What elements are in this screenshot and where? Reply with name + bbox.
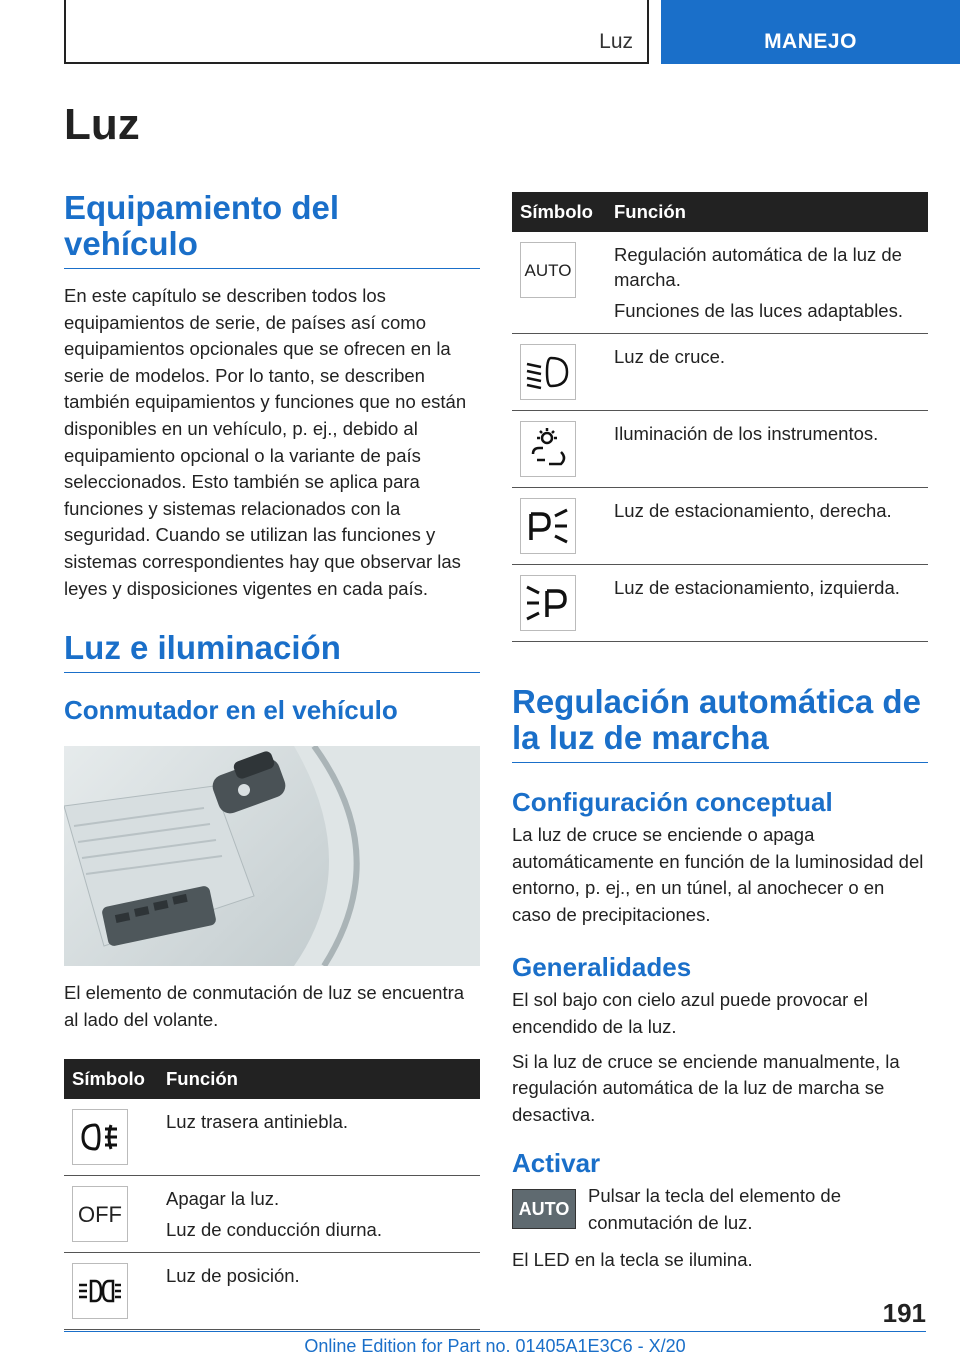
header-chapter-tab: [661, 0, 960, 64]
auto-symbol-text: AUTO: [524, 260, 572, 280]
table-header-function: Función: [606, 192, 928, 232]
heading-conmutador: Conmutador en el vehículo: [64, 695, 398, 726]
off-icon: [72, 1186, 128, 1242]
symbol-table-right: [512, 192, 928, 642]
auto-button-icon: AUTO: [512, 1189, 576, 1229]
steering-switch-photo: [64, 746, 480, 966]
footer-divider: [64, 1331, 926, 1332]
low-beam-icon: [520, 344, 576, 400]
header-section-tab: [64, 0, 649, 64]
function-line: Regulación automática de la luz de marcha.: [614, 244, 902, 290]
function-line: Funciones de las luces adaptables.: [614, 300, 903, 321]
table-header-function: Función: [158, 1059, 480, 1099]
table-header-symbol: Símbolo: [512, 192, 606, 232]
table-row: [512, 411, 928, 488]
paragraph-generalidades-1: El sol bajo con cielo azul puede provocar el encendido de la luz.: [512, 989, 868, 1037]
table-row: [64, 1099, 480, 1176]
function-cell: Luz de estacionamiento, izquierda.: [606, 565, 928, 642]
heading-configuracion: Configuración conceptual: [512, 787, 833, 817]
paragraph-activar: Pulsar la tecla del elemento de conmutación de luz.: [588, 1185, 841, 1233]
function-cell: Luz de estacionamiento, derecha.: [606, 488, 928, 565]
function-cell: Luz de posición.: [158, 1253, 480, 1330]
heading-equipamiento: Equipamiento del vehículo: [64, 190, 480, 269]
heading-activar: Activar: [512, 1148, 601, 1179]
heading-regulacion: Regulación automática de la luz de marcha: [512, 684, 928, 763]
function-line: Luz de conducción diurna.: [166, 1219, 382, 1241]
rear-fog-light-icon: [72, 1109, 128, 1165]
heading-luz-iluminacion: Luz e iluminación: [64, 630, 480, 673]
paragraph-generalidades-2: Si la luz de cruce se enciende manualmente, la regulación automática de la luz de marcha se desactiva.: [512, 1050, 900, 1125]
right-column: [512, 192, 928, 1281]
table-header-symbol: Símbolo: [64, 1059, 158, 1099]
table-row: [512, 565, 928, 642]
position-light-icon: [72, 1263, 128, 1319]
left-column: [64, 190, 480, 1330]
function-cell: Luz de cruce.: [606, 334, 928, 411]
paragraph-led: El LED en la tecla se ilumina.: [512, 1248, 753, 1270]
function-line: Apagar la luz.: [166, 1188, 280, 1210]
parking-light-right-icon: [520, 498, 576, 554]
off-symbol-text: OFF: [78, 1201, 122, 1227]
header-chapter-label: MANEJO: [764, 30, 857, 53]
symbol-table-left: [64, 1059, 480, 1330]
page-number: 191: [882, 1298, 926, 1328]
header-section-label: Luz: [599, 30, 633, 53]
heading-generalidades: Generalidades: [512, 952, 692, 983]
table-row: [512, 232, 928, 334]
parking-light-left-icon: [520, 575, 576, 631]
table-row: [64, 1253, 480, 1330]
function-cell: Luz trasera antiniebla.: [158, 1099, 480, 1176]
function-cell: Iluminación de los instrumentos.: [606, 411, 928, 488]
page-title: Luz: [64, 100, 140, 149]
paragraph-equipamiento: En este capítulo se describen todos los equipamientos de serie, de países así como equipamientos opcionales que se ofrecen en la serie de modelos. Por lo tanto, se describen también equipamientos y funciones que no están disponibles en un vehículo, p. ej., debido al equipamiento opcional o la variante de país seleccionados. Esto también se aplica para funciones y sistemas relacionados con la seguridad. Cuando se utilizan las funciones y sistemas correspondientes hay que observar las leyes y disposiciones vigentes en cada país.: [64, 285, 467, 599]
instrument-lighting-icon: [520, 421, 576, 477]
table-row: [512, 488, 928, 565]
auto-icon: [520, 242, 576, 298]
paragraph-configuracion: La luz de cruce se enciende o apaga automáticamente en función de la luminosidad del entorno, p. ej., en un túnel, al anochecer o en caso de precipitaciones.: [512, 824, 924, 925]
table-row: [512, 334, 928, 411]
paragraph-conmutador: El elemento de conmutación de luz se encuentra al lado del volante.: [64, 982, 465, 1030]
footer-edition-text: Online Edition for Part no. 01405A1E3C6 - X/20: [304, 1336, 686, 1356]
activar-block: [512, 1183, 928, 1236]
table-row: [64, 1176, 480, 1253]
